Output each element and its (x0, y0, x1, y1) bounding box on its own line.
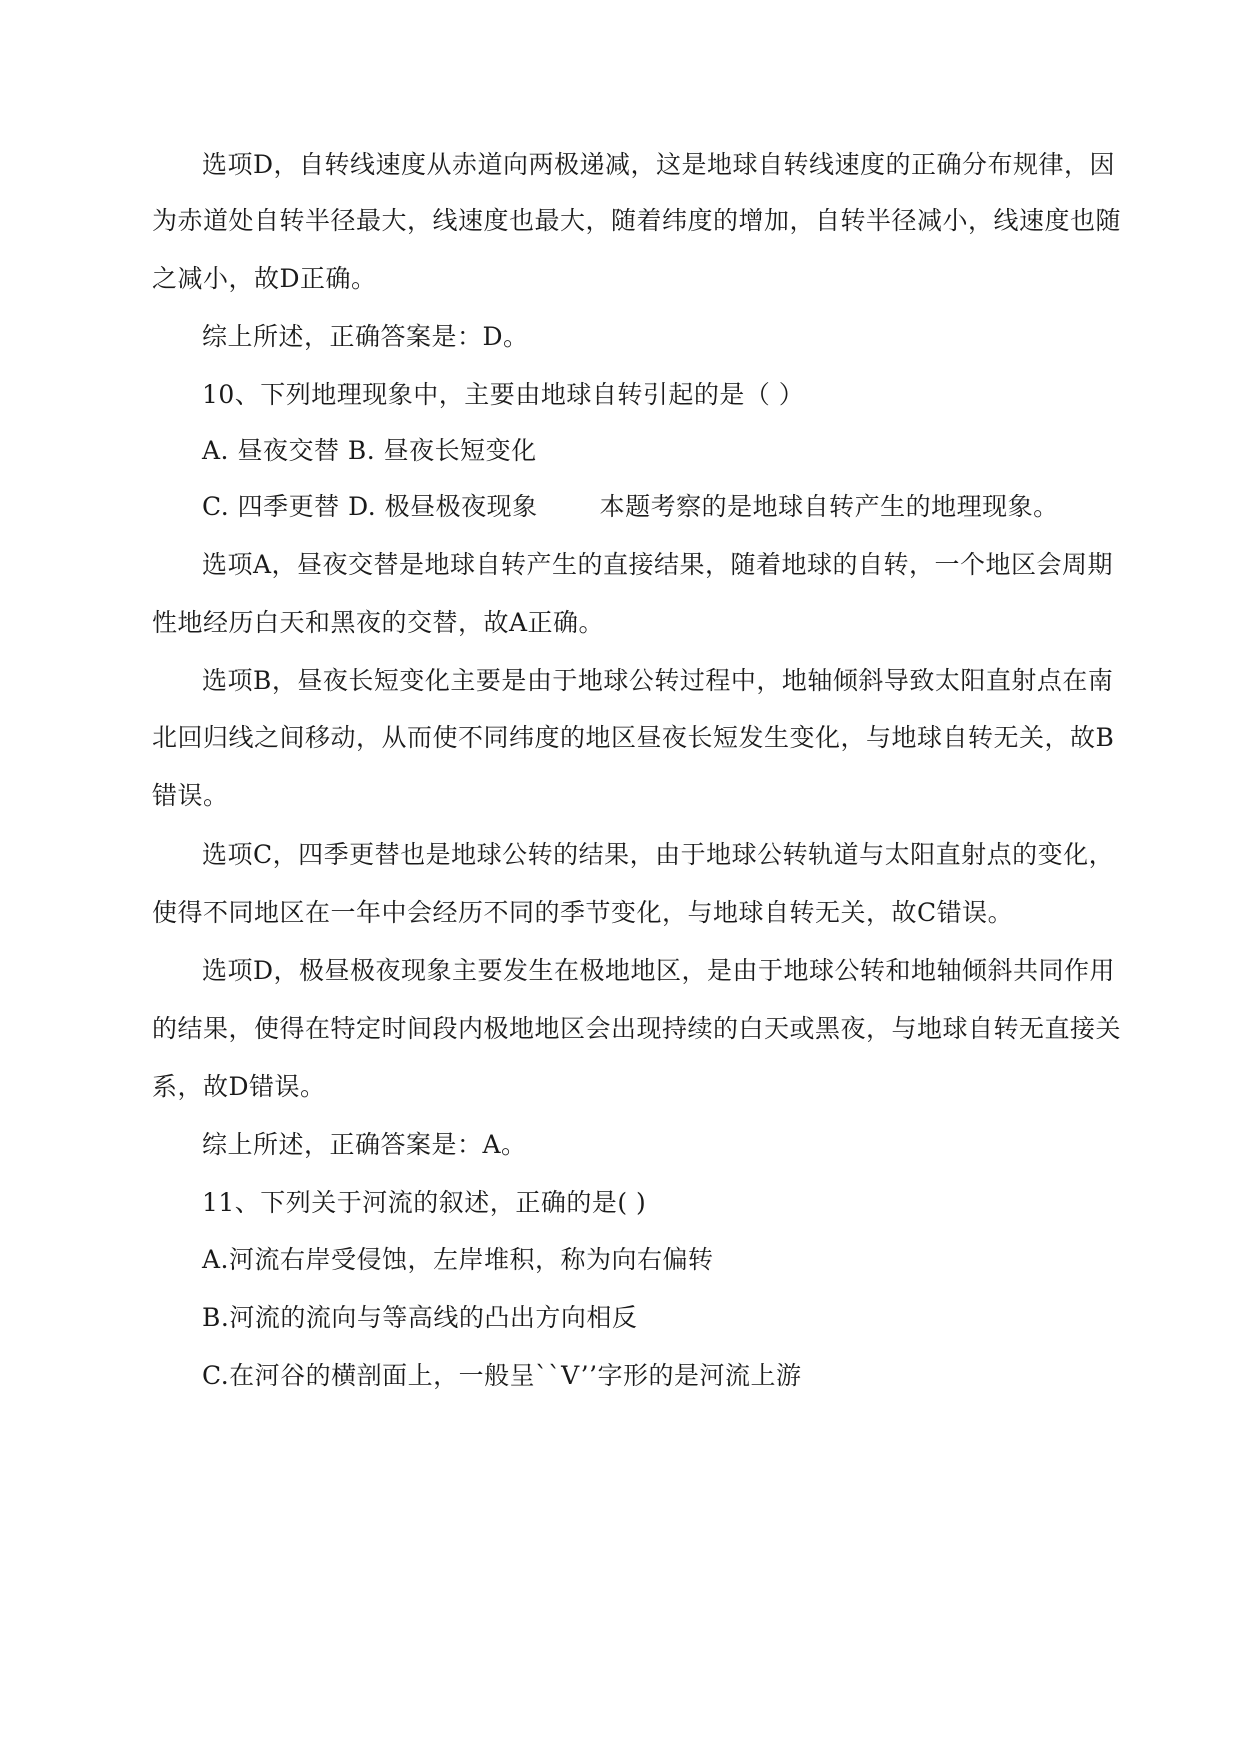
answer-summary-d: 综上所述，正确答案是：D。 (202, 322, 529, 351)
question-10-options-cd: C. 四季更替 D. 极昼极夜现象 (202, 492, 538, 521)
question-10-options-ab: A. 昼夜交替 B. 昼夜长短变化 (202, 436, 537, 465)
question-11-option-a: A.河流右岸受侵蚀，左岸堆积，称为向右偏转 (202, 1245, 714, 1274)
paragraph-option-d2-line-1: 选项D，极昼极夜现象主要发生在极地地区，是由于地球公转和地轴倾斜共同作用 (202, 956, 1116, 985)
paragraph-option-d-line-2: 为赤道处自转半径最大，线速度也最大，随着纬度的增加，自转半径减小，线速度也随 (152, 206, 1122, 235)
paragraph-option-a-line-2: 性地经历白天和黑夜的交替，故A正确。 (152, 608, 605, 637)
paragraph-option-d-line-3: 之减小，故D正确。 (152, 264, 377, 293)
paragraph-option-d2-line-3: 系，故D错误。 (152, 1072, 326, 1101)
paragraph-option-c-line-1: 选项C，四季更替也是地球公转的结果，由于地球公转轨道与太阳直射点的变化， (202, 840, 1115, 869)
question-10-intro: 本题考察的是地球自转产生的地理现象。 (599, 492, 1059, 521)
paragraph-option-b-line-2: 北回归线之间移动，从而使不同纬度的地区昼夜长短发生变化，与地球自转无关，故B (152, 723, 1115, 752)
question-10-options-cd-line (202, 490, 1162, 524)
question-11-option-c: C.在河谷的横剖面上，一般呈``V’’字形的是河流上游 (202, 1361, 802, 1390)
paragraph-option-a-line-1: 选项A，昼夜交替是地球自转产生的直接结果，随着地球的自转，一个地区会周期 (202, 550, 1114, 579)
paragraph-option-b-line-1: 选项B，昼夜长短变化主要是由于地球公转过程中，地轴倾斜导致太阳直射点在南 (202, 666, 1114, 695)
question-11-option-b: B.河流的流向与等高线的凸出方向相反 (202, 1303, 638, 1332)
question-10: 10、下列地理现象中，主要由地球自转引起的是（ ） (202, 380, 805, 409)
paragraph-option-c-line-2: 使得不同地区在一年中会经历不同的季节变化，与地球自转无关，故C错误。 (152, 898, 1014, 927)
paragraph-option-d2-line-2: 的结果，使得在特定时间段内极地地区会出现持续的白天或黑夜，与地球自转无直接关 (152, 1014, 1122, 1043)
paragraph-option-b-line-3: 错误。 (152, 781, 229, 810)
question-11: 11、下列关于河流的叙述，正确的是( ) (202, 1188, 647, 1217)
paragraph-option-d-line-1: 选项D，自转线速度从赤道向两极递减，这是地球自转线速度的正确分布规律，因 (202, 150, 1116, 179)
answer-summary-a: 综上所述，正确答案是：A。 (202, 1130, 527, 1159)
